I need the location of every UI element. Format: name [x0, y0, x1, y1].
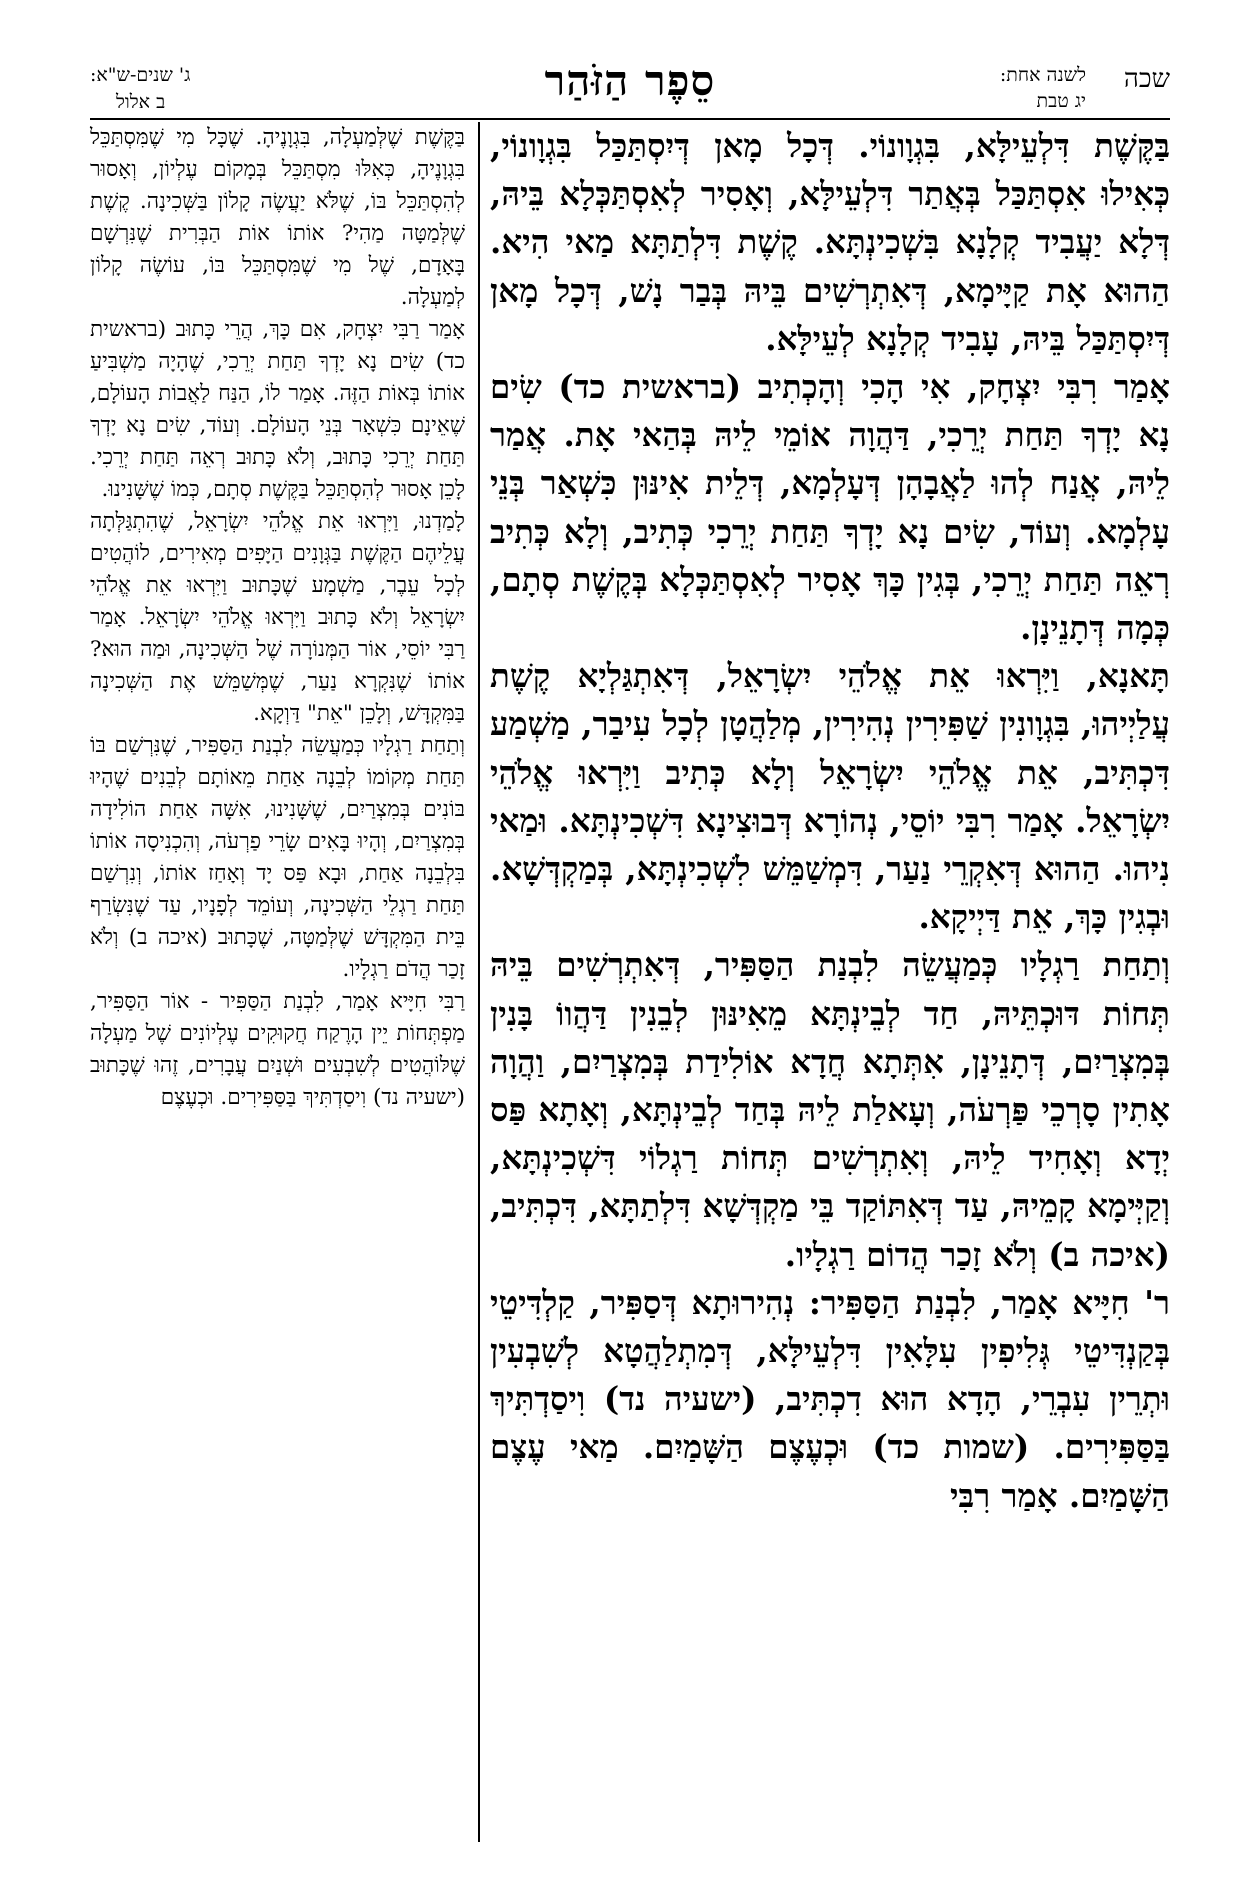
side-paragraph: רַבִּי חִיָּיא אָמַר, לִבְנַת הַסַּפִּיר - אוֹר הַסַּפִּיר, מַפְתְּחוֹת יֵין הָרֶקַח חֲקוּקִים עֶלְיוֹנִים שֶׁל מַעְלָה שֶׁלּוֹהֲטִים לְשִׁבְעִים וּשְׁנַיִם עֲבָרִים, זֶהוּ שֶׁכָּתוּב (ישעיה נד) וִיסַדְתִּיךְ בַּסַּפִּירִים. וּכְעֶצֶם	[90, 989, 465, 1110]
header-left	[90, 64, 290, 114]
aramaic-column	[490, 122, 1170, 1520]
side-paragraph: לָמַדְנוּ, וַיִּרְאוּ אֵת אֱלֹהֵי יִשְׂרָאֵל, שֶׁהִתְגַּלְּתָה עֲלֵיהֶם הַקֶּשֶׁת בַּגְּוָנִים הַיָּפִים מְאִירִים, לוֹהֲטִים לְכָל עֵבֶר, מַשְׁמָע שֶׁכָּתוּב וַיִּרְאוּ אֵת אֱלֹהֵי יִשְׂרָאֵל וְלֹא כָּתוּב וַיִּרְאוּ אֱלֹהֵי יִשְׂרָאֵל. אָמַר רַבִּי יוֹסֵי, אוֹר הַמְּנוֹרָה שֶׁל הַשְּׁכִינָה, וּמַה הוּא? אוֹתוֹ שֶׁנִּקְרָא נַעַר, שֶׁמְּשַׁמֵּשׁ אֶת הַשְּׁכִינָה בַּמִּקְדָּשׁ, וְלָכֵן "אֵת" דַּוְקָא.	[90, 509, 465, 726]
main-paragraph: תָּאנָא, וַיִּרְאוּ אֵת אֱלֹהֵי יִשְׂרָאֵל, דְּאִתְגַּלְיָא קֶשֶׁת עֲלַיְיהוּ, בִּגְוָונִין שַׁפִּירִין נְהִירִין, מְלַהֲטָן לְכָל עִיבַר, מַשְׁמַע דִּכְתִּיב, אֵת אֱלֹהֵי יִשְׂרָאֵל וְלָא כְּתִיב וַיִּרְאוּ אֱלֹהֵי יִשְׂרָאֵל. אָמַר רִבִּי יוֹסֵי, נְהוֹרָא דְּבוּצִינָא דִּשְׁכִינְתָּא. וּמַאי נִיהוּ. הַהוּא דְּאִקְרֵי נַעַר, דִּמְשַׁמֵּשׁ לִשְׁכִינְתָּא, בְּמַקְדְּשָׁא. וּבְגִין כָּךְ, אֵת דַּיְיקָא.	[490, 656, 1170, 937]
main-paragraph: וְתַחַת רַגְלָיו כְּמַעֲשֵׂה לִבְנַת הַסַּפִּיר, דְּאִתְרְשִׁים בֵּיהּ תְּחוֹת דּוּכְתֵּיהּ, חַד לְבֵינְתָּא מֵאִינּוּן לְבֵנִין דַּהֲווֹ בָּנִין בְּמִצְרַיִם, דְּתָנֵינָן, אִתְּתָא חֲדָא אוֹלִידַת בְּמִצְרַיִם, וַהֲוָה אָתִין סָרְכֵי פַּרְעֹה, וְעָאלַת לֵיהּ בְּחַד לְבֵינְתָּא, וְאָתָא פַּס יְדָא וְאָחִיד לֵיהּ, וְאִתְרְשִׁים תְּחוֹת רַגְלוֹי דִּשְׁכִינְתָּא, וְקַיְּימָא קָמֵיהּ, עַד דְּאִתּוֹקַד בֵּי מַקְדְּשָׁא דִּלְתַתָּא, דִּכְתִּיב, (איכה ב) וְלֹא זָכַר הֲדוֹם רַגְלָיו.	[490, 945, 1170, 1274]
side-paragraph: בַּקֶּשֶׁת שֶׁלְּמַעְלָה, בִּגְוָנֶיהָ. שֶׁכָּל מִי שֶׁמִּסְתַּכֵּל בִּגְוָנֶיהָ, כְּאִלּוּ מִסְתַּכֵּל בְּמָקוֹם עֶלְיוֹן, וְאָסוּר לְהִסְתַּכֵּל בּוֹ, שֶׁלֹּא יַעֲשֶׂה קָלוֹן בַּשְּׁכִינָה. קֶשֶׁת שֶׁלְּמַטָּה מַהִי? אוֹתוֹ אוֹת הַבְּרִית שֶׁנִּרְשָׁם בָּאָדָם, שֶׁל מִי שֶׁמִּסְתַּכֵּל בּוֹ, עוֹשֶׂה קָלוֹן לְמַעְלָה.	[90, 125, 465, 310]
schedule-one-year: לשנה אחת:	[999, 64, 1086, 86]
translation-column	[90, 122, 465, 1114]
main-paragraph: בַּקֶּשֶׁת דִּלְעֵילָּא, בִּגְוָונוֹי. דְּכָל מָאן דְּיִסְתַּכַּל בִּגְוָונוֹי, כְּאִילוּ אִסְתַּכַּל בְּאֲתַר דִּלְעֵילָּא, וְאָסִיר לְאִסְתַּכְּלָא בֵּיהּ, דְּלָא יַעֲבִיד קְלָנָא בִּשְׁכִינְתָּא. קֶשֶׁת דִּלְתַתָּא מַאי הִיא. הַהוּא אָת קַיָּימָא, דְּאִתְרְשִׁים בֵּיהּ בְּבַר נָשׁ, דְּכָל מָאן דְּיִסְתַּכַּל בֵּיהּ, עָבִיד קְלָנָא לְעֵילָּא.	[490, 126, 1170, 358]
main-paragraph: ר' חִיָּיא אָמַר, לִבְנַת הַסַּפִּיר: נְהִירוּתָא דְּסַפִּיר, קַלְדִּיטֵי בְּקַנְדִּיטֵי גְּלִיפִין עִלָּאִין דִּלְעֵילָּא, דְּמִתְלַהֲטָא לְשִׁבְעִין וּתְרֵין עִבְרֵי, הָדָא הוּא דִכְתִּיב, (ישעיה נד) וִיסַדְתִּיךְ בַּסַּפִּירִים. (שמות כד) וּכְעֶצֶם הַשָּׁמַיִם. מַאי עֶצֶם הַשָּׁמַיִם. אָמַר רִבִּי	[490, 1282, 1170, 1515]
book-title: סֵפֶר הַזֹּהַר	[544, 56, 716, 105]
column-divider	[478, 122, 480, 1842]
schedule-three-years: ג' שנים-ש"א:	[90, 64, 191, 86]
schedule-one-year-date: יג טבת	[1036, 90, 1086, 112]
page-number: שכה	[1123, 64, 1170, 94]
side-paragraph: אָמַר רַבִּי יִצְחָק, אִם כָּךְ, הֲרֵי כָּתוּב (בראשית כד) שִׂים נָא יָדְךָ תַּחַת יְרֵכִי, שֶׁהָיָה מַשְׁבִּיעַ אוֹתוֹ בְּאוֹת הַזֶּה. אָמַר לוֹ, הַנַּח לַאֲבוֹת הָעוֹלָם, שֶׁאֵינָם כִּשְׁאָר בְּנֵי הָעוֹלָם. וְעוֹד, שִׂים נָא יָדְךָ תַּחַת יְרֵכִי כָּתוּב, וְלֹא כָּתוּב רְאֵה תַּחַת יְרֵכִי. לָכֵן אָסוּר לְהִסְתַּכֵּל בַּקֶּשֶׁת סְתָם, כְּמוֹ שֶׁשָּׁנִינוּ.	[90, 317, 465, 502]
side-paragraph: וְתַחַת רַגְלָיו כְּמַעֲשֵׂה לִבְנַת הַסַּפִּיר, שֶׁנִּרְשַׁם בּוֹ תַּחַת מְקוֹמוֹ לְבֵנָה אַחַת מֵאוֹתָם לְבֵנִים שֶׁהָיוּ בּוֹנִים בְּמִצְרַיִם, שֶׁשָּׁנִינוּ, אִשָּׁה אַחַת הוֹלִידָה בְּמִצְרַיִם, וְהָיוּ בָּאִים שָׂרֵי פַרְעֹה, וְהִכְנִיסָה אוֹתוֹ בִּלְבֵנָה אַחַת, וּבָא פַּס יָד וְאָחַז אוֹתוֹ, וְנִרְשַׁם תַּחַת רַגְלֵי הַשְּׁכִינָה, וְעוֹמֵד לְפָנָיו, עַד שֶׁנִּשְׂרַף בֵּית הַמִּקְדָּשׁ שֶׁלְּמַטָּה, שֶׁכָּתוּב (איכה ב) וְלֹא זָכַר הֲדֹם רַגְלָיו.	[90, 733, 465, 982]
schedule-three-years-date: ב אלול	[116, 91, 166, 113]
header-rule	[90, 118, 1170, 120]
main-paragraph: אָמַר רִבִּי יִצְחָק, אִי הָכִי וְהָכְתִיב (בראשית כד) שִׂים נָא יָדְךָ תַּחַת יְרֵכִי, דַּהֲוָה אוֹמֵי לֵיהּ בְּהַאי אָת. אֲמַר לֵיהּ, אֲנַח לְהוּ לַאֲבָהָן דְּעָלְמָא, דְּלֵית אִינּוּן כִּשְׁאַר בְּנֵי עָלְמָא. וְעוֹד, שִׂים נָא יָדְךָ תַּחַת יְרֵכִי כְּתִיב, וְלָא כְּתִיב רְאֵה תַּחַת יְרֵכִי, בְּגִין כָּךְ אָסִיר לְאִסְתַּכְּלָא בְּקֶשֶׁת סְתָם, כְּמָה דְּתָנֵינָן.	[490, 367, 1170, 648]
page-header	[90, 56, 1170, 116]
